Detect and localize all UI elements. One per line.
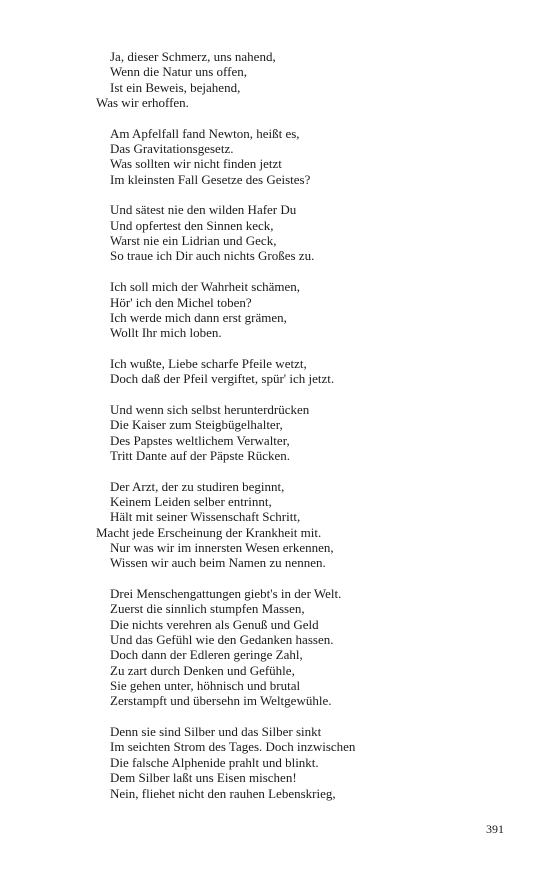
poem-line: Ich werde mich dann erst grämen,	[110, 309, 287, 325]
poem-line: Und sätest nie den wilden Hafer Du	[110, 202, 297, 218]
poem-line: Ich soll mich der Wahrheit schämen,	[110, 279, 301, 295]
poem-line: Wenn die Natur uns offen,	[110, 64, 247, 80]
stanza	[96, 356, 496, 387]
poem-line: Hör' ich den Michel toben?	[110, 294, 252, 310]
page-number: 391	[486, 822, 504, 836]
stanza-gap	[96, 187, 496, 202]
stanza-gap	[96, 387, 496, 402]
poem-line: Doch daß der Pfeil vergiftet, spür' ich jetzt.	[110, 371, 335, 387]
stanza	[96, 279, 496, 340]
poem-line: Zerstampft und übersehn im Weltgewühle.	[110, 693, 332, 709]
poem-line: Und opfertest den Sinnen keck,	[110, 217, 274, 233]
poem-line: Dem Silber laßt uns Eisen mischen!	[110, 770, 297, 786]
poem-line: Und das Gefühl wie den Gedanken hassen.	[110, 632, 334, 648]
stanza	[96, 49, 496, 110]
poem-line: Nur was wir im innersten Wesen erkennen,	[110, 540, 334, 555]
poem-line: Die nichts verehren als Genuß und Geld	[110, 616, 319, 632]
poem-line: Hält mit seiner Wissenschaft Schritt,	[110, 509, 301, 525]
stanza-gap	[96, 341, 496, 356]
stanza-gap	[96, 463, 496, 478]
poem-line: Was wir erhoffen.	[96, 95, 189, 111]
stanza-gap	[96, 264, 496, 279]
stanza	[96, 126, 496, 187]
poem-line: Zu zart durch Denken und Gefühle,	[110, 662, 295, 678]
poem-line: Doch dann der Edleren geringe Zahl,	[110, 647, 303, 663]
stanza	[96, 202, 496, 263]
poem-line: Die falsche Alphenide prahlt und blinkt.	[110, 754, 319, 770]
stanza-gap	[96, 571, 496, 586]
poem-line: Was sollten wir nicht finden jetzt	[110, 156, 282, 172]
stanza-gap	[96, 110, 496, 125]
poem-line: Ich wußte, Liebe scharfe Pfeile wetzt,	[110, 355, 307, 371]
stanza	[96, 724, 496, 801]
poem-line: Sie gehen unter, höhnisch und brutal	[110, 678, 301, 694]
poem-line: Wollt Ihr mich loben.	[110, 325, 222, 341]
poem-line: Nein, fliehet nicht den rauhen Lebenskrieg,	[110, 785, 336, 801]
poem-line: Macht jede Erscheinung der Krankheit mit.	[96, 524, 322, 540]
poem-line: Der Arzt, der zu studiren beginnt,	[110, 478, 285, 494]
poem-line: Am Apfelfall fand Newton, heißt es,	[110, 125, 300, 141]
poem-line: Keinem Leiden selber entrinnt,	[110, 493, 272, 509]
poem-line: Warst nie ein Lidrian und Geck,	[110, 233, 277, 249]
poem-line: Und wenn sich selbst herunterdrücken	[110, 401, 310, 417]
stanza	[96, 402, 496, 463]
poem-line: Tritt Dante auf der Päpste Rücken.	[110, 447, 291, 463]
poem-line: Des Papstes weltlichem Verwalter,	[110, 432, 290, 448]
poem-line: Im seichten Strom des Tages. Doch inzwischen	[110, 739, 356, 755]
stanza	[96, 586, 496, 709]
poem-line: Ist ein Beweis, bejahend,	[110, 79, 241, 95]
poem-line: Drei Menschengattungen giebt's in der Welt.	[110, 586, 342, 602]
poem-line: Die Kaiser zum Steigbügelhalter,	[110, 417, 283, 433]
poem-line: Ja, dieser Schmerz, uns nahend,	[110, 49, 276, 64]
poem-line: Im kleinsten Fall Gesetze des Geistes?	[110, 171, 311, 187]
poem-line: Denn sie sind Silber und das Silber sinkt	[110, 724, 322, 740]
poem-line: So traue ich Dir auch nichts Großes zu.	[110, 248, 315, 264]
poem-line: Wissen wir auch beim Namen zu nennen.	[110, 555, 326, 571]
stanza	[96, 479, 496, 571]
poem-text-block	[96, 49, 496, 801]
poem-line: Zuerst die sinnlich stumpfen Massen,	[110, 601, 305, 617]
poem-line: Das Gravitationsgesetz.	[110, 141, 234, 157]
stanza-gap	[96, 709, 496, 724]
